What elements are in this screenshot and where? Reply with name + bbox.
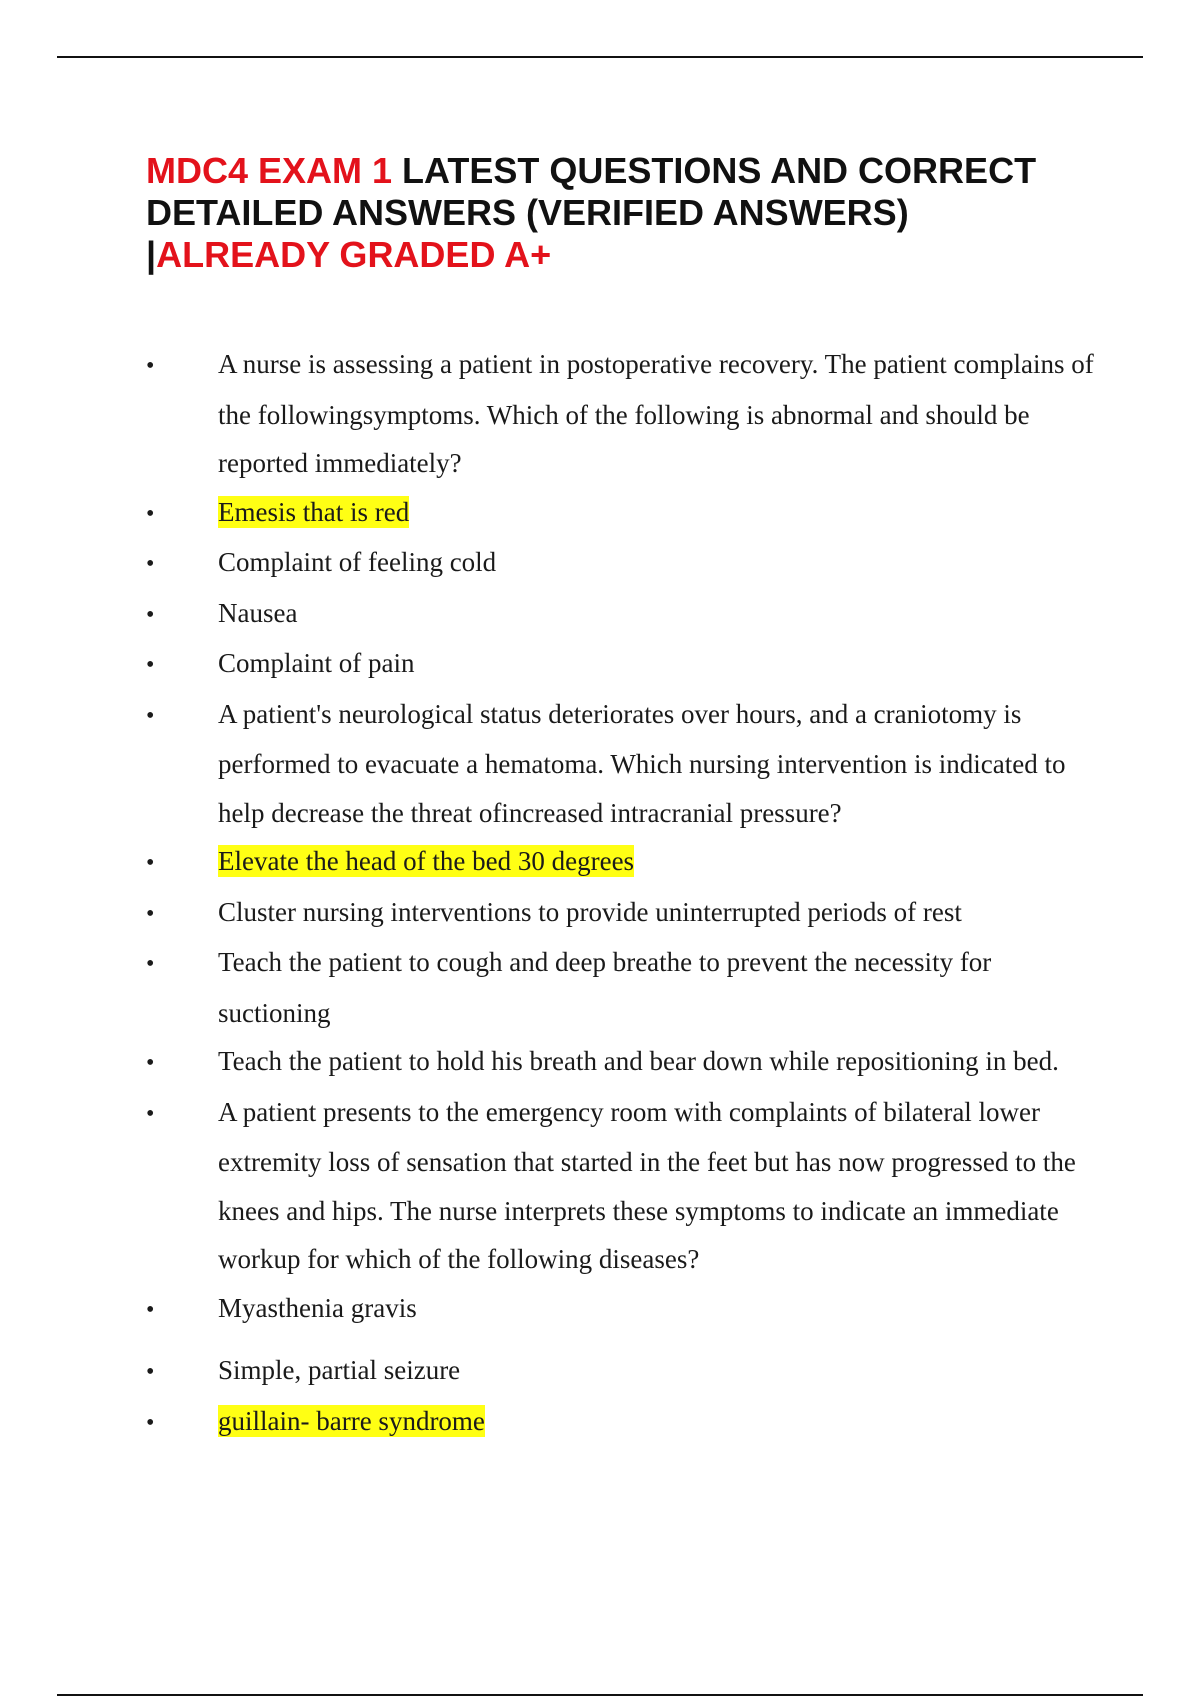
bottom-rule [57,1694,1143,1696]
document-title [146,150,1096,276]
bullet-icon: • [146,601,155,628]
answer-option: • Simple, partial seizure [146,1346,1096,1397]
answer-option: • Myasthenia gravis [146,1284,1096,1335]
bullet-icon: • [146,1409,155,1436]
bullet-icon: • [146,551,155,577]
bullet-icon: • [146,850,155,876]
bullet-icon: • [146,1100,155,1127]
title-grade: ALREADY GRADED A+ [156,234,552,275]
answer-option: • Complaint of feeling cold [146,538,1096,589]
answer-option: • Complaint of pain [146,639,1096,690]
bullet-icon: • [146,951,155,977]
answer-option: • Teach the patient to hold his breath and bear down while repositioning in bed. [146,1037,1096,1088]
answer-option: • Nausea [146,589,1096,640]
bullet-icon: • [146,353,155,379]
document-body [146,150,1096,1447]
title-main: LATEST QUESTIONS AND CORRECT DETAILED ANSWERS (VERIFIED ANSWERS) | [146,150,1037,275]
bullet-icon: • [146,900,155,927]
bullet-icon: • [146,1050,155,1076]
top-rule [57,56,1143,58]
bullet-icon: • [146,652,155,678]
answer-option [146,837,1096,888]
bullet-icon: • [146,500,155,527]
question-prompt: • A patient presents to the emergency room with complaints of bilateral lower extremity loss of sensation that started in the feet but has now progressed to the knees and hips. The nurse interprets these symptoms to indicate an immediate workup for which of the following diseases? [146,1088,1096,1284]
answer-option: • Teach the patient to cough and deep breathe to prevent the necessity for suctioning [146,938,1096,1037]
question-prompt: • A patient's neurological status deteriorates over hours, and a craniotomy is performed to evacuate a hematoma. Which nursing intervention is indicated to help decrease the threat ofincreased intracranial pressure? [146,690,1096,838]
answer-option: • Cluster nursing interventions to provide uninterrupted periods of rest [146,888,1096,939]
correct-answer-highlight: Emesis that is red [218,496,410,527]
bullet-icon: • [146,1296,155,1323]
question-prompt: • A nurse is assessing a patient in postoperative recovery. The patient complains of the followingsymptoms. Which of the following is abnormal and should be reported immediately? [146,340,1096,488]
correct-answer-highlight: guillain- barre syndrome [218,1405,485,1436]
question-list [146,340,1096,1447]
answer-option [146,1397,1096,1448]
answer-option [146,488,1096,539]
bullet-icon: • [146,702,155,729]
correct-answer-highlight: Elevate the head of the bed 30 degrees [218,846,635,876]
bullet-icon: • [146,1359,155,1385]
title-exam-code: MDC4 EXAM 1 [146,150,393,191]
